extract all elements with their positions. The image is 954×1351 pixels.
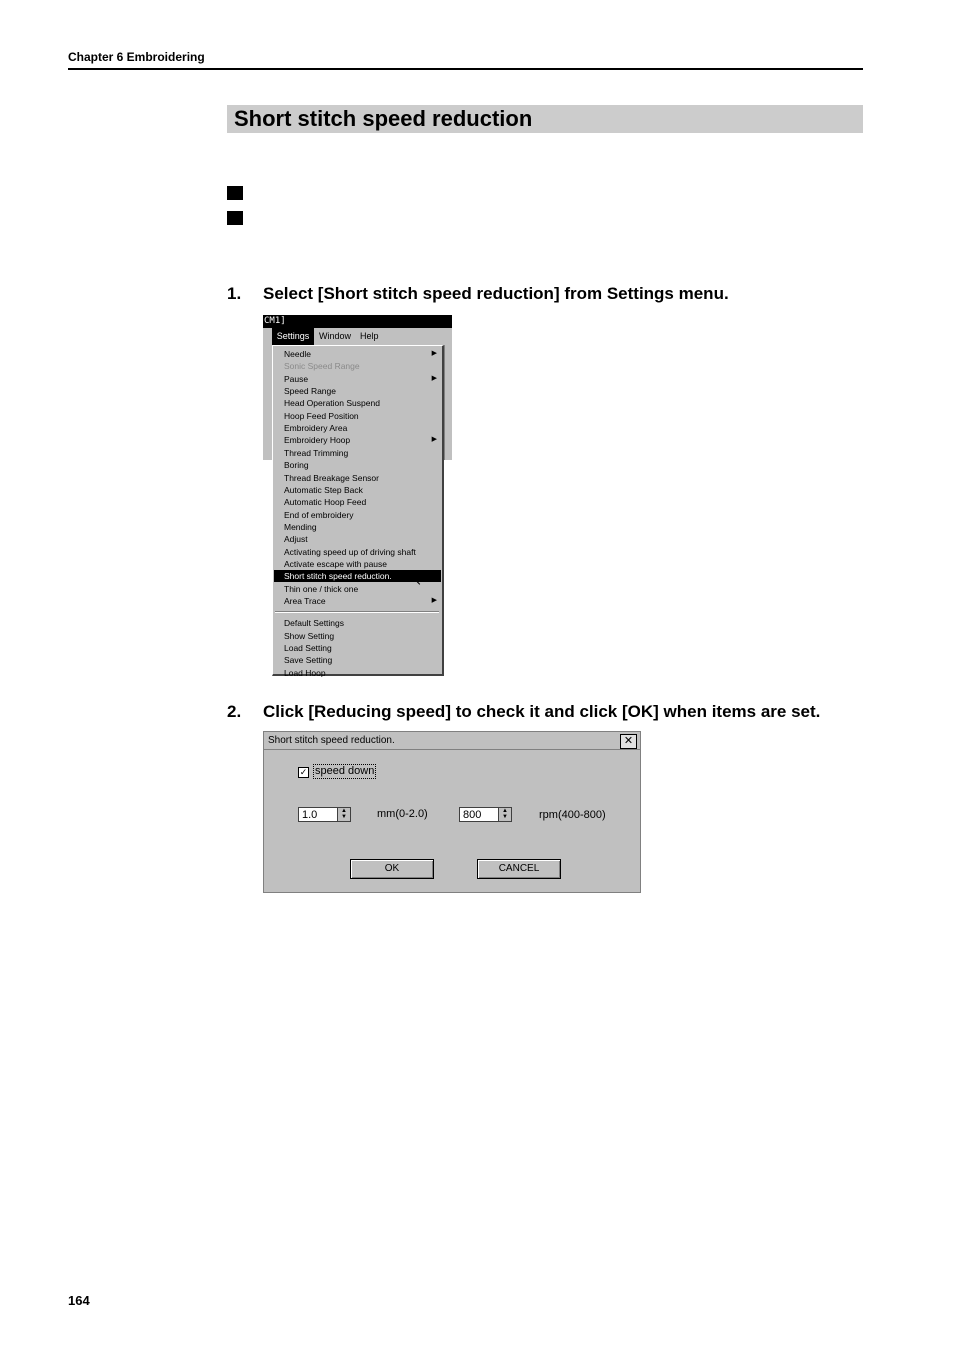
menu-item-label: Show Setting (284, 630, 335, 641)
speed-reduction-dialog (263, 731, 641, 893)
menu-item[interactable] (274, 546, 441, 558)
menu-item-label: Automatic Step Back (284, 484, 363, 495)
menu-item-label: Short stitch speed reduction. (284, 571, 392, 582)
menu-item[interactable] (274, 496, 441, 508)
menu-help[interactable]: Help (360, 331, 379, 341)
menu-item-label: Mending (284, 521, 317, 532)
menu-item[interactable] (274, 558, 441, 570)
dialog-title: Short stitch speed reduction. (264, 732, 640, 750)
menu-item[interactable] (274, 630, 441, 642)
submenu-arrow-icon: ▶ (431, 436, 437, 444)
menu-item[interactable] (274, 533, 441, 545)
menu-item[interactable] (274, 521, 441, 533)
speed-range-label: rpm(400-800) (539, 809, 606, 821)
close-icon[interactable]: ✕ (620, 734, 637, 749)
app-window-edge-right (444, 345, 452, 460)
menu-item-label: Boring (284, 460, 309, 471)
speed-down-label[interactable]: speed down (315, 765, 375, 777)
menu-item[interactable] (274, 472, 441, 484)
app-menu-bar (263, 328, 452, 345)
menu-item[interactable] (274, 422, 441, 434)
step-1-text: Select [Short stitch speed reduction] from Settings menu. (263, 284, 729, 303)
menu-item[interactable] (274, 617, 441, 629)
menu-item-label: Save Setting (284, 655, 333, 666)
spin-up-icon[interactable]: ▲ (502, 808, 508, 814)
menu-item-label: Load Hoop (284, 667, 326, 677)
cancel-button[interactable]: CANCEL (477, 859, 561, 879)
menu-item[interactable] (274, 447, 441, 459)
menu-window[interactable]: Window (319, 331, 352, 341)
menu-item[interactable] (274, 385, 441, 397)
length-stepper[interactable] (337, 807, 351, 822)
length-range-label: mm(0-2.0) (377, 808, 428, 820)
menu-item[interactable] (274, 654, 441, 666)
section-title: Short stitch speed reduction (227, 105, 863, 133)
menu-item[interactable] (274, 509, 441, 521)
menu-item[interactable] (274, 484, 441, 496)
menu-item[interactable] (274, 595, 441, 607)
step-2-text: Click [Reducing speed] to check it and click [OK] when items are set. (263, 702, 821, 721)
bullet-square (227, 186, 243, 200)
spin-down-icon[interactable]: ▼ (341, 814, 347, 820)
menu-item-label: Load Setting (284, 643, 332, 654)
step-1-number: 1. (227, 284, 242, 303)
menu-item-label: Needle (284, 349, 311, 359)
menu-item-label: Pause (284, 373, 309, 384)
menu-item-label: Speed Range (284, 386, 336, 397)
mouse-cursor-icon: ↖ (411, 573, 422, 588)
menu-item-label: Automatic Hoop Feed (284, 497, 367, 508)
menu-item-label: Area Trace (284, 596, 326, 606)
speed-down-checkbox[interactable]: ✓ (299, 767, 308, 777)
spin-up-icon[interactable]: ▲ (341, 808, 347, 814)
menu-item-label: Thread Trimming (284, 447, 349, 458)
menu-item[interactable] (274, 360, 441, 372)
menu-item-label: Thin one / thick one (284, 583, 359, 594)
menu-item[interactable] (274, 348, 441, 360)
chapter-header: Chapter 6 Embroidering (68, 50, 205, 64)
menu-item-label: Activating speed up of driving shaft (284, 546, 416, 557)
menu-settings[interactable]: Settings (272, 328, 314, 345)
menu-item[interactable] (274, 373, 441, 385)
menu-item[interactable] (274, 642, 441, 654)
header-rule (68, 68, 863, 70)
submenu-arrow-icon: ▶ (431, 597, 437, 604)
menu-item[interactable] (274, 434, 441, 446)
ok-button[interactable]: OK (350, 859, 434, 879)
settings-menu-screenshot (263, 315, 452, 677)
menu-item[interactable] (274, 667, 441, 677)
menu-item-label: Activate escape with pause (284, 558, 388, 569)
bullet-square (227, 211, 243, 225)
menu-item[interactable] (274, 397, 441, 409)
menu-item[interactable] (274, 410, 441, 422)
menu-item-label: End of embroidery (284, 509, 354, 520)
step-2-number: 2. (227, 702, 242, 721)
app-title-bar: CM1] (263, 315, 452, 328)
page-number: 164 (68, 1293, 90, 1308)
menu-item-label: Head Operation Suspend (284, 398, 380, 409)
menu-separator (275, 611, 439, 613)
settings-dropdown (272, 345, 444, 676)
menu-item-label: Embroidery Area (284, 423, 348, 434)
menu-item-label: Sonic Speed Range (284, 361, 360, 372)
submenu-arrow-icon: ▶ (431, 350, 437, 357)
submenu-arrow-icon: ▶ (431, 374, 437, 382)
menu-item[interactable] (274, 459, 441, 471)
menu-item-label: Thread Breakage Sensor (284, 472, 379, 483)
length-input[interactable]: 1.0 (298, 807, 338, 822)
speed-stepper[interactable] (498, 807, 512, 822)
spin-down-icon[interactable]: ▼ (502, 814, 508, 820)
speed-input[interactable]: 800 (459, 807, 499, 822)
menu-item-label: Default Settings (284, 618, 345, 629)
menu-item-label: Hoop Feed Position (284, 410, 359, 421)
menu-item-label: Adjust (284, 534, 308, 545)
menu-item-label: Embroidery Hoop (284, 435, 351, 446)
